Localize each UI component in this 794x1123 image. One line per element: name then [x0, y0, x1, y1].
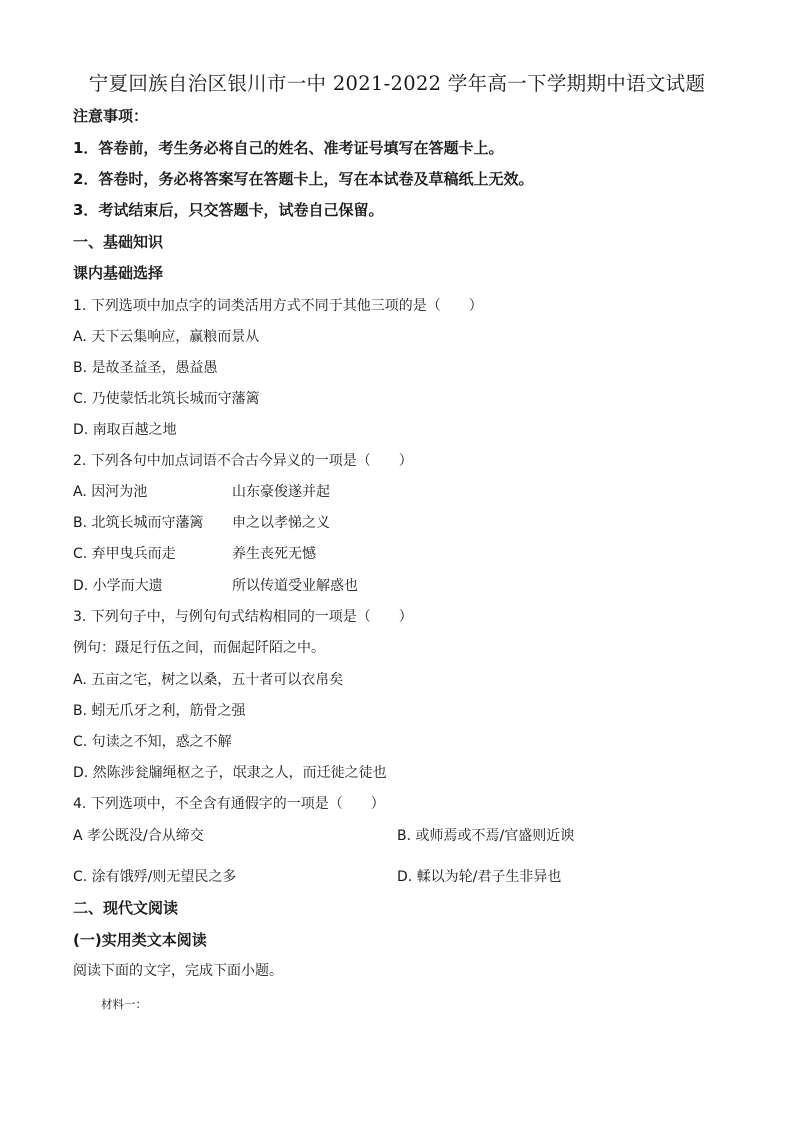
question-2-option-a-right: 山东豪俊遂并起 — [232, 484, 330, 500]
question-2-option-b-left: B. 北筑长城而守藩篱 — [73, 515, 204, 531]
question-2-option-d-right: 所以传道受业解惑也 — [232, 578, 358, 594]
question-2-stem: 2. 下列各句中加点词语不合古今异义的一项是（ ） — [73, 453, 413, 469]
question-2-option-c-right: 养生丧死无憾 — [232, 546, 316, 562]
page-title: 宁夏回族自治区银川市一中 2021-2022 学年高一下学期期中语文试题 — [88, 72, 706, 95]
reading-instruction: 阅读下面的文字，完成下面小题。 — [73, 963, 283, 979]
material-label: 材料一： — [101, 997, 147, 1011]
question-4-option-d: D. 輮以为轮/君子生非异也 — [397, 869, 562, 885]
question-2-option-d-left: D. 小学而大遗 — [73, 578, 163, 594]
section-subheading-1: 课内基础选择 — [73, 264, 164, 282]
question-3-example: 例句：蹑足行伍之间，而倔起阡陌之中。 — [73, 640, 325, 656]
question-2-option-b-right: 申之以孝悌之义 — [232, 515, 330, 531]
question-3-option-b: B. 蚓无爪牙之利，筋骨之强 — [73, 703, 246, 719]
question-4-option-b: B. 或师焉或不焉/官盛则近谀 — [397, 828, 575, 844]
question-1-option-d: D. 南取百越之地 — [73, 422, 177, 438]
question-3-option-a: A. 五亩之宅，树之以桑，五十者可以衣帛矣 — [73, 672, 344, 688]
question-2-option-a-left: A. 因河为池 — [73, 484, 148, 500]
question-4-option-c: C. 涂有饿殍/则无望民之多 — [73, 869, 237, 885]
question-3-stem: 3. 下列句子中，与例句句式结构相同的一项是（ ） — [73, 609, 413, 625]
question-3-option-d: D. 然陈涉瓮牖绳枢之子，氓隶之人，而迁徙之徒也 — [73, 765, 387, 781]
question-2-option-c-left: C. 弃甲曳兵而走 — [73, 546, 176, 562]
notice-heading: 注意事项： — [73, 107, 149, 125]
question-4-stem: 4. 下列选项中，不全含有通假字的一项是（ ） — [73, 796, 385, 812]
notice-item-1: 1．答卷前，考生务必将自己的姓名、准考证号填写在答题卡上。 — [73, 139, 504, 157]
notice-item-2: 2．答卷时，务必将答案写在答题卡上，写在本试卷及草稿纸上无效。 — [73, 170, 534, 188]
question-4-option-a: A 孝公既没/合从缔交 — [73, 828, 204, 844]
question-1-option-a: A. 天下云集响应，赢粮而景从 — [73, 329, 260, 345]
question-1-option-b: B. 是故圣益圣，愚益愚 — [73, 360, 218, 376]
section-subheading-2: (一)实用类文本阅读 — [73, 931, 207, 949]
question-1-stem: 1. 下列选项中加点字的词类活用方式不同于其他三项的是（ ） — [73, 298, 483, 314]
section-heading-2: 二、现代文阅读 — [73, 899, 179, 917]
question-1-option-c: C. 乃使蒙恬北筑长城而守藩篱 — [73, 391, 260, 407]
notice-item-3: 3．考试结束后，只交答题卡，试卷自己保留。 — [73, 201, 384, 219]
section-heading-1: 一、基础知识 — [73, 233, 164, 251]
question-3-option-c: C. 句读之不知，惑之不解 — [73, 734, 232, 750]
